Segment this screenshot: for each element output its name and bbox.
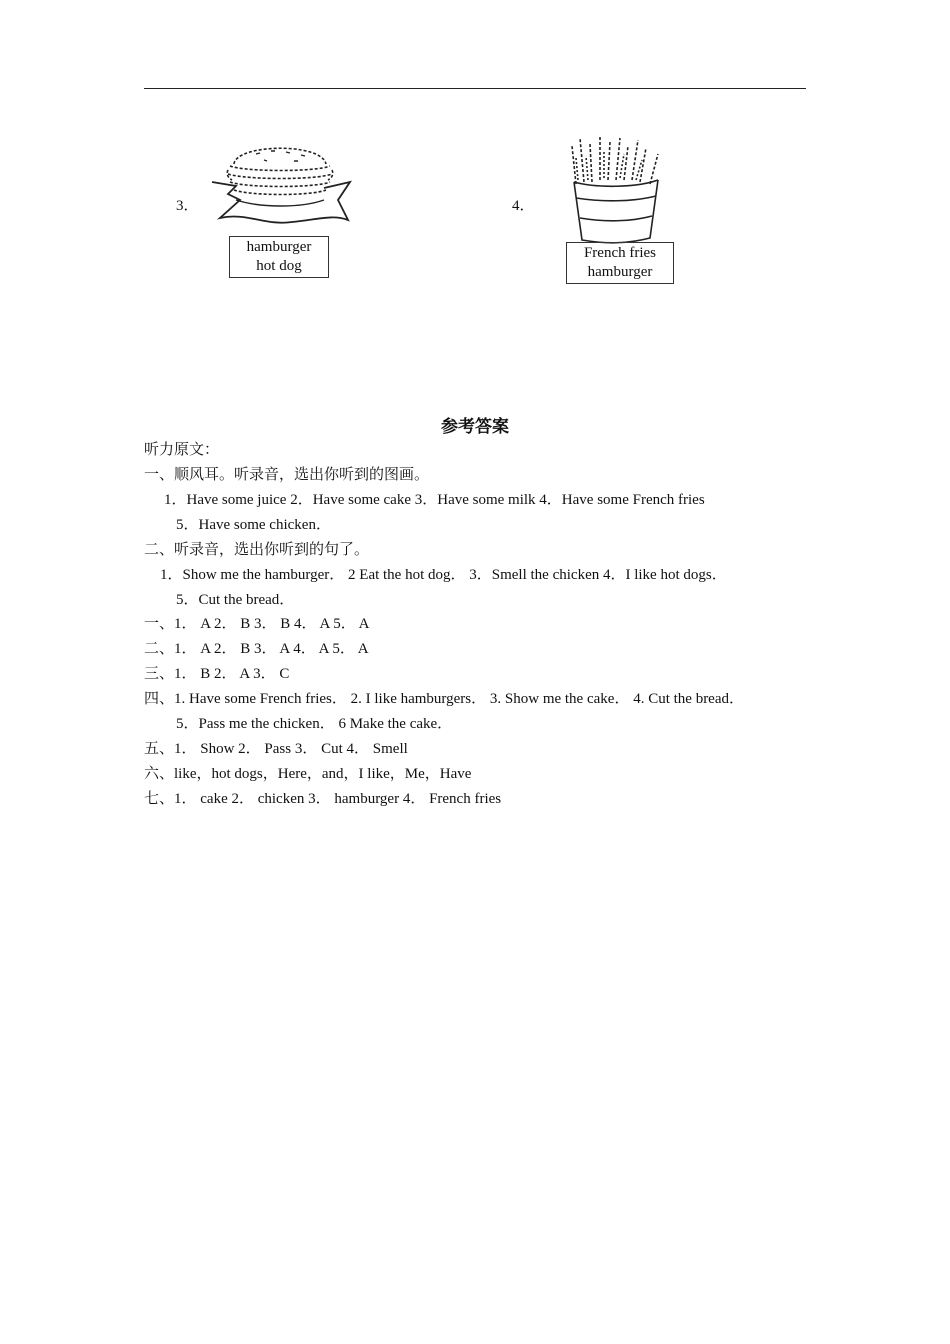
header-rule: [144, 88, 806, 89]
answer-line: 二、听录音，选出你听到的句了。: [144, 542, 370, 558]
question-4-options: [566, 242, 674, 284]
answer-line: 5．Cut the bread．: [176, 592, 295, 608]
answer-line: 一、1． A 2． B 3． B 4． A 5． A: [144, 616, 370, 632]
answer-line: 七、1． cake 2． chicken 3． hamburger 4． French fries: [144, 791, 502, 807]
option-text: hamburger: [587, 264, 653, 280]
question-3-number: 3．: [176, 198, 199, 214]
answer-key-title: 参考答案: [441, 417, 509, 436]
answer-line: 1．Have some juice 2．Have some cake 3．Have some milk 4．Have some French fries: [164, 492, 705, 508]
answer-line: 1．Show me the hamburger． 2 Eat the hot dog． 3．Smell the chicken 4．I like hot dogs．: [160, 567, 727, 583]
answer-line: 一、顺风耳。听录音，选出你听到的图画。: [144, 467, 430, 483]
answer-line: 三、1． B 2． A 3． C: [144, 666, 290, 682]
answer-line: 二、1． A 2． B 3． A 4． A 5． A: [144, 641, 369, 657]
answer-line: 六、like，hot dogs，Here，and，I like，Me，Have: [144, 766, 472, 782]
answer-line: 四、1. Have some French fries． 2. I like hamburgers． 3. Show me the cake． 4. Cut the bread．: [144, 691, 745, 707]
option-text: hamburger: [246, 239, 312, 255]
hamburger-picture: [206, 134, 356, 230]
answer-line: 五、1． Show 2． Pass 3． Cut 4． Smell: [144, 741, 408, 757]
option-text: French fries: [583, 245, 657, 261]
question-4-number: 4．: [512, 198, 535, 214]
answer-line: 5．Pass me the chicken． 6 Make the cake．: [176, 716, 453, 732]
answer-line: 听力原文：: [144, 442, 220, 458]
question-3-options: [229, 236, 329, 278]
french-fries-picture: [566, 134, 664, 246]
answer-line: 5．Have some chicken．: [176, 517, 331, 533]
option-text: hot dog: [256, 258, 302, 274]
